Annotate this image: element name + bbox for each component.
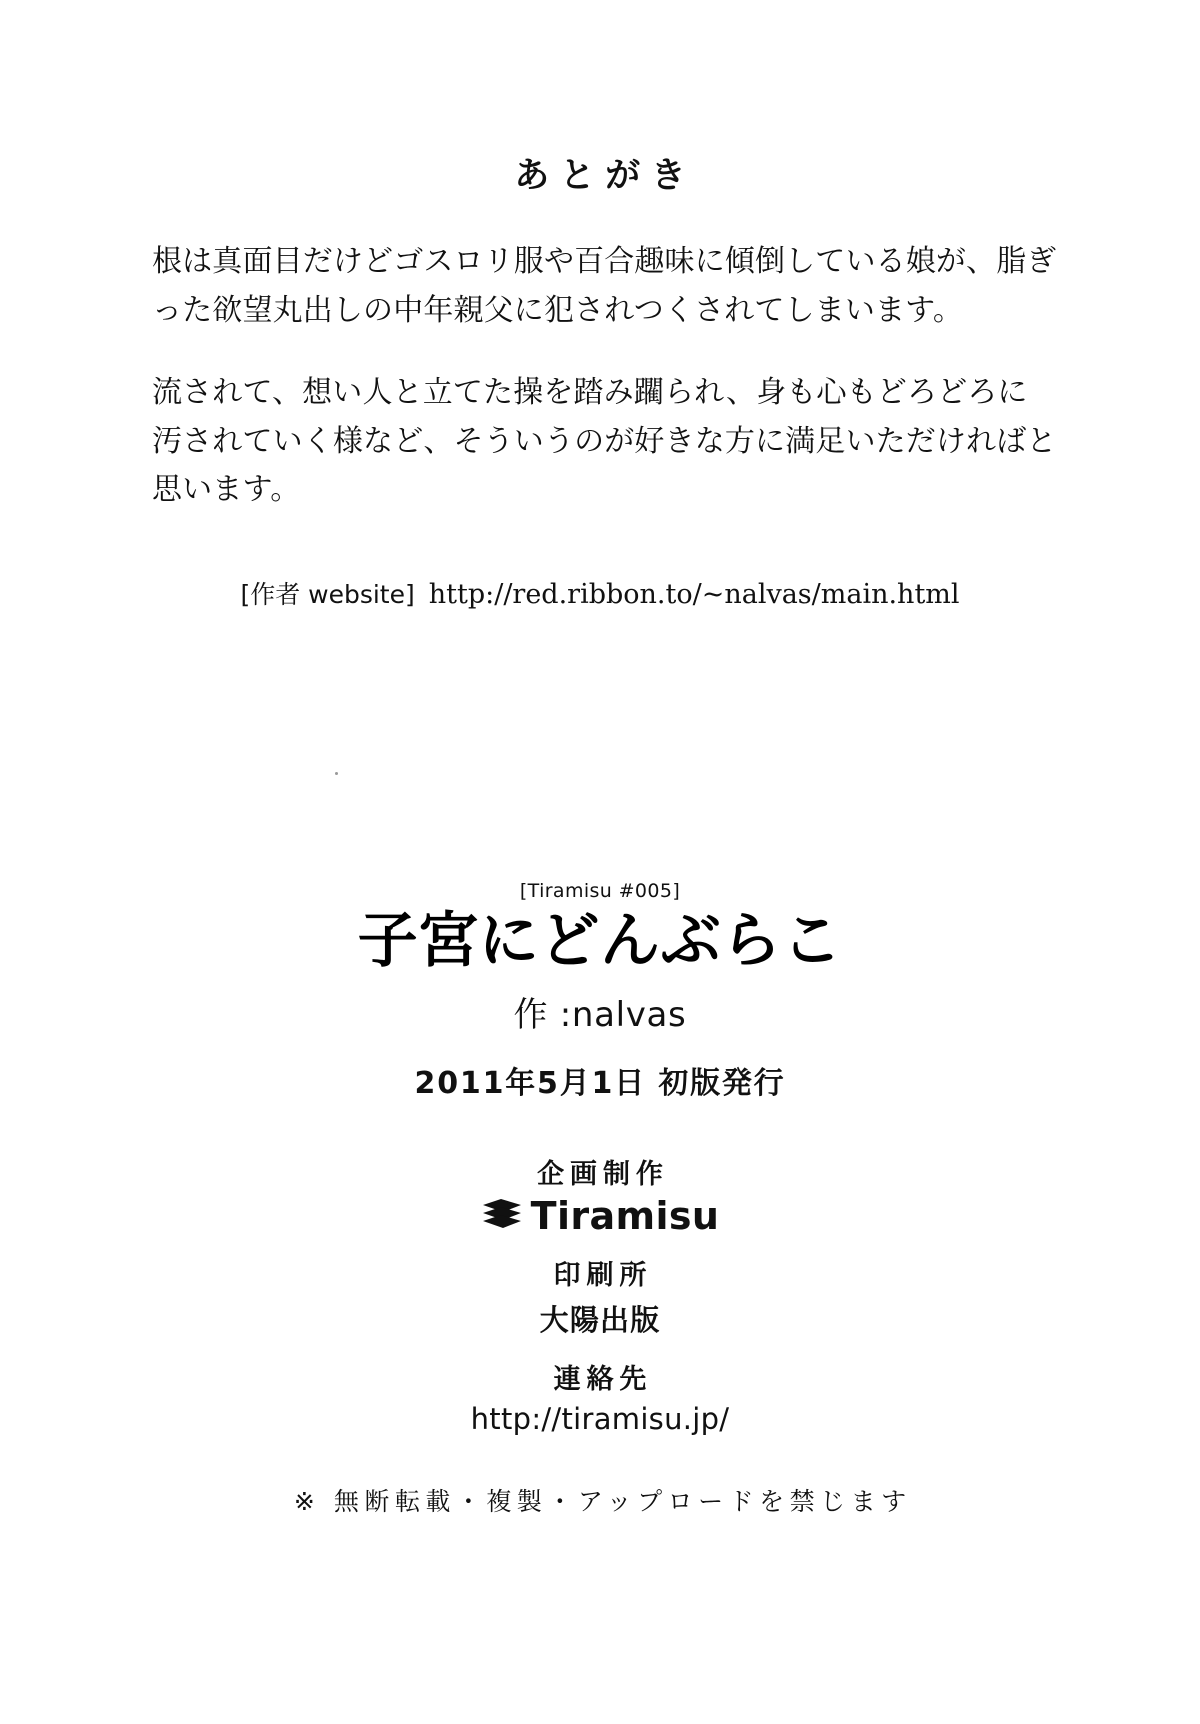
afterword-body (152, 238, 1057, 515)
credit-group-contact (0, 1357, 1200, 1436)
credit-value-contact-url[interactable]: http://tiramisu.jp/ (470, 1402, 730, 1436)
page-title: あとがき (514, 156, 697, 196)
author-website-label: [作者 website] (240, 580, 415, 609)
afterword-paragraph: 根は真面目だけどゴスロリ服や百合趣味に傾倒している娘が、脂ぎった欲望丸出しの中年親父に犯されつくされてしまいます。 (152, 244, 1057, 328)
credit-heading-producer: 企画制作 (537, 1159, 669, 1190)
series-tag: [Tiramisu #005] (519, 880, 681, 902)
credit-heading-printer: 印刷所 (553, 1260, 653, 1291)
book-title: 子宮にどんぶらこ (357, 906, 843, 976)
credit-heading-contact: 連絡先 (553, 1364, 653, 1395)
credit-value-producer: Tiramisu (530, 1194, 720, 1238)
afterword-paragraph: 流されて、想い人と立てた操を踏み躙られ、身も心もどろどろに汚されていく様など、そういうのが好きな方に満足いただければと思います。 (152, 375, 1057, 508)
colophon (0, 880, 1200, 1102)
publication-date: 2011年5月1日 初版発行 (414, 1066, 786, 1102)
credit-group-printer (0, 1253, 1200, 1339)
author-credit: 作 :nalvas (513, 995, 687, 1036)
tiramisu-logo (0, 1194, 1200, 1238)
author-website-line (0, 575, 1200, 611)
book-stack-icon (481, 1197, 523, 1235)
copyright-notice: ※ 無断転載・複製・アップロードを禁じます (293, 1487, 912, 1516)
stray-mark (335, 772, 338, 775)
credits-block (0, 1152, 1200, 1454)
author-website-url[interactable]: http://red.ribbon.to/~nalvas/main.html (428, 579, 960, 610)
credit-group-producer (0, 1152, 1200, 1238)
credit-value-printer: 大陽出版 (539, 1303, 661, 1337)
